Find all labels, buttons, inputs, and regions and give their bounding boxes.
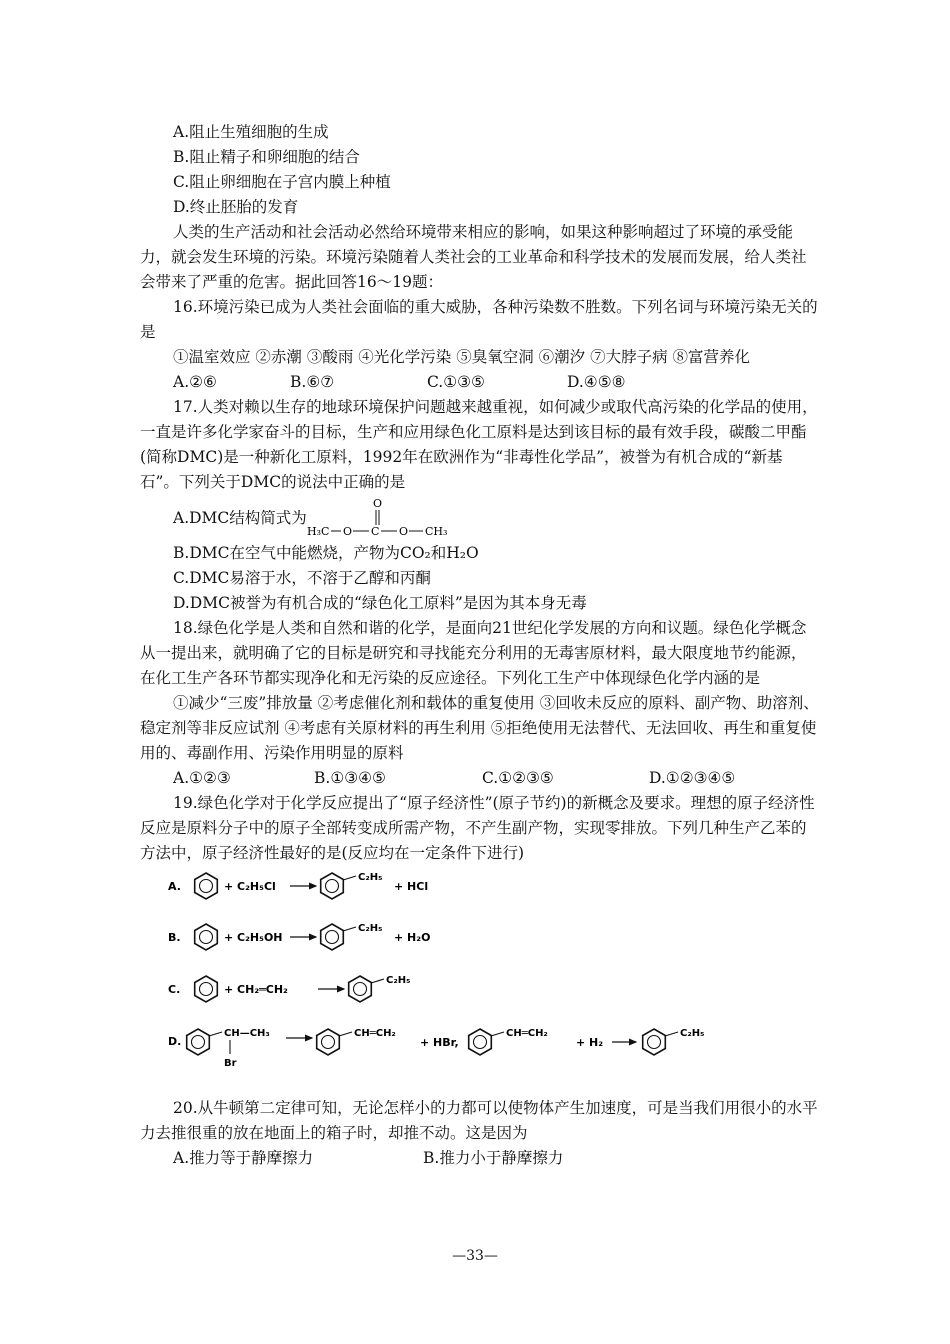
intro-paragraph: 人类的生产活动和社会活动必然给环境带来相应的影响，如果这种影响超过了环境的承受能力，就会发生环境的污染。环境污染随着人类社会的工业革命和科学技术的发展而发展，给人类社会带来了严重的危害。据此回答16～19题： — [140, 223, 807, 291]
reaction-b-byproduct: + H₂O — [394, 931, 431, 944]
q16-option-c: C.①③⑤ — [427, 373, 485, 391]
dmc-methyl-left: H₃C — [306, 525, 330, 538]
reaction-a-byproduct: + HCl — [394, 880, 429, 893]
reaction-a-product: C₂H₅ — [358, 872, 383, 883]
q15-option-d: D.终止胚胎的发育 — [173, 198, 299, 216]
q16-options — [140, 370, 820, 395]
q17-option-b: B.DMC在空气中能燃烧，产物为CO₂和H₂O — [173, 544, 479, 562]
substituent-bond — [491, 1032, 504, 1036]
benzene-ring-icon — [643, 1029, 666, 1055]
q19-stem: 19.绿色化学对于化学反应提出了“原子经济性”(原子节约)的新概念及要求。理想的原子经济性反应是原料分子中的原子全部转变成所需产物，不产生副产物，实现零排放。下列几种生产乙苯的方法中，原子经济性最好的是(反应均在一定条件下进行) — [140, 794, 815, 862]
reaction-d-bromine: Br — [224, 1058, 237, 1069]
reaction-d-substrate: CH—CH₃ — [224, 1028, 270, 1039]
reaction-b-reagent: + C₂H₅OH — [224, 931, 283, 944]
q18-options — [140, 766, 820, 791]
reaction-b-label: B. — [168, 931, 181, 944]
q16-items: ①温室效应 ②赤潮 ③酸雨 ④光化学污染 ⑤臭氧空洞 ⑥潮汐 ⑦大脖子病 ⑧富营养化 — [173, 348, 750, 366]
q16-option-b: B.⑥⑦ — [290, 373, 335, 391]
benzene-ring-icon — [321, 924, 344, 950]
page-number: —33— — [452, 1248, 498, 1264]
q20-options — [140, 1146, 820, 1171]
benzene-ring-icon — [195, 976, 218, 1002]
reaction-d-hydrogen: + H₂ — [576, 1036, 604, 1049]
reaction-scheme — [168, 870, 728, 1082]
q18-option-a: A.①②③ — [173, 769, 231, 787]
reaction-b — [168, 923, 430, 950]
dmc-structure-formula — [307, 497, 457, 541]
q18-items: ①减少“三废”排放量 ②考虑催化剂和载体的重复使用 ③回收未反应的原料、副产物、助溶剂、稳定剂等非反应试剂 ④考虑有关原材料的再生利用 ⑤拒绝使用无法替代、无法回收、再生和重复使用的、毒副作用、污染作用明显的原料 — [140, 694, 819, 762]
substituent-bond — [371, 979, 384, 983]
reaction-a-reagent: + C₂H₅Cl — [224, 880, 276, 893]
page-content — [140, 120, 820, 1171]
q15-option-b: B.阻止精子和卵细胞的结合 — [173, 148, 360, 166]
substituent-bond — [665, 1032, 678, 1036]
q17-option-d: D.DMC被誉为有机合成的“绿色化工原料”是因为其本身无毒 — [173, 594, 587, 612]
reaction-c — [168, 975, 410, 1002]
reaction-c-reagent: + CH₂═CH₂ — [224, 983, 288, 996]
q17-option-a — [140, 497, 820, 541]
benzene-ring-icon — [317, 1029, 340, 1055]
reaction-d-substrate-2: CH═CH₂ — [506, 1028, 548, 1039]
q17-stem: 17.人类对赖以生存的地球环境保护问题越来越重视，如何减少或取代高污染的化学品的使用，一直是许多化学家奋斗的目标，生产和应用绿色化工原料是达到该目标的最有效手段，碳酸二甲酯(简称DMC)是一种新化工原料，1992年在欧洲作为“非毒性化学品”，被誉为有机合成的“新基石”。下列关于DMC的说法中正确的是 — [140, 398, 818, 491]
q16-option-d: D.④⑤⑧ — [567, 373, 626, 391]
dmc-oxygen-1: O — [342, 525, 352, 538]
reaction-d — [168, 1028, 704, 1069]
benzene-ring-icon — [469, 1029, 492, 1055]
reaction-a — [168, 872, 428, 899]
substituent-bond — [339, 1032, 352, 1036]
reaction-c-label: C. — [168, 983, 181, 996]
benzene-ring-icon — [187, 1029, 210, 1055]
dmc-carbon: C — [370, 525, 380, 538]
q19-reactions — [168, 870, 820, 1090]
q17-option-c: C.DMC易溶于水，不溶于乙醇和丙酮 — [173, 569, 431, 587]
dmc-methyl-right: CH₃ — [424, 525, 448, 538]
reaction-a-label: A. — [168, 880, 181, 893]
q20-option-b: B.推力小于静摩擦力 — [423, 1149, 564, 1167]
dmc-oxygen-2: O — [398, 525, 408, 538]
q18-option-c: C.①②③⑤ — [482, 769, 554, 787]
q20-stem: 20.从牛顿第二定律可知，无论怎样小的力都可以使物体产生加速度，可是当我们用很小的水平力去推很重的放在地面上的箱子时，却推不动。这是因为 — [140, 1099, 818, 1142]
q18-option-b: B.①③④⑤ — [314, 769, 386, 787]
q18-option-d: D.①②③④⑤ — [649, 769, 736, 787]
q16-stem: 16.环境污染已成为人类社会面临的重大威胁，各种污染数不胜数。下列名词与环境污染无关的是 — [140, 298, 818, 341]
substituent-bond — [343, 876, 356, 880]
reaction-d-product-2: C₂H₅ — [680, 1028, 705, 1039]
q17-option-a-text: A.DMC结构简式为 — [173, 509, 307, 527]
substituent-bond — [209, 1032, 222, 1036]
substituent-bond — [343, 927, 356, 931]
dmc-top-oxygen: O — [372, 497, 382, 510]
benzene-ring-icon — [321, 873, 344, 899]
q18-stem: 18.绿色化学是人类和自然和谐的化学，是面向21世纪化学发展的方向和议题。绿色化学概念从一提出来，就明确了它的目标是研究和寻找能充分利用的无毒害原材料，最大限度地节约能源，在化工生产各环节都实现净化和无污染的反应途径。下列化工生产中体现绿色化学内涵的是 — [140, 619, 807, 687]
reaction-d-hbr: + HBr, — [420, 1036, 459, 1049]
reaction-c-product: C₂H₅ — [386, 975, 411, 986]
benzene-ring-icon — [349, 976, 372, 1002]
q20-option-a: A.推力等于静摩擦力 — [173, 1149, 314, 1167]
q15-option-a: A.阻止生殖细胞的生成 — [173, 123, 329, 141]
reaction-d-product-1: CH═CH₂ — [354, 1028, 396, 1039]
benzene-ring-icon — [195, 873, 218, 899]
reaction-b-product: C₂H₅ — [358, 923, 383, 934]
q15-option-c: C.阻止卵细胞在子宫内膜上种植 — [173, 173, 391, 191]
benzene-ring-icon — [195, 924, 218, 950]
q16-option-a: A.②⑥ — [173, 373, 217, 391]
reaction-d-label: D. — [168, 1035, 182, 1048]
